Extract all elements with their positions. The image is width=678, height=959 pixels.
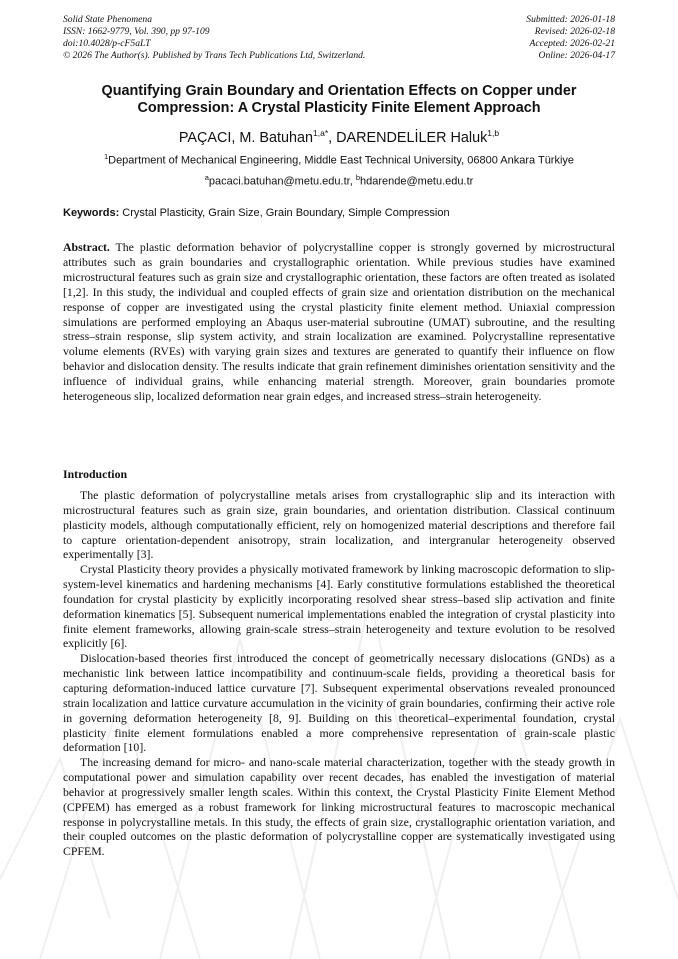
paragraph: The increasing demand for micro- and nano-scale material characterization, together with the steady growth in computational power and simulation capability over recent decades, has enabled the investigation of material behavior at progressively smaller length scales. Within this context, the Crystal Plasticity Finite Element Method (CPFEM) has emerged as a robust framework for linking microstructural features to macroscopic mechanical response in polycrystalline metals. In this study, the effects of grain size, crystallographic orientation variation, and their coupled outcomes on the plastic deformation of polycrystalline copper are systematically investigated using CPFEM. [63,755,615,859]
author-name: DARENDELİLER Haluk [336,129,488,146]
email-link[interactable]: hdarende@metu.edu.tr [360,175,474,188]
email-marker: a [204,173,209,182]
copyright-notice: © 2026 The Author(s). Published by Trans Tech Publications Ltd, Switzerland. [63,50,366,61]
email-marker: b [355,173,360,182]
keywords-text: Crystal Plasticity, Grain Size, Grain Boundary, Simple Compression [119,207,450,219]
date-online: Online: 2026-04-17 [538,50,615,61]
title-line-2: Compression: A Crystal Plasticity Finite Element Approach [137,100,541,116]
paragraph: Crystal Plasticity theory provides a physically motivated framework by linking macroscopic deformation to slip-system-level kinematics and hardening mechanisms [4]. Early constitutive formulations established the theoretical foundation for crystal plasticity by explicitly incorporating resolved shear stress–based slip activation and finite deformation kinematics [5]. Subsequent numerical implementations enabled the integration of crystal plasticity into finite element frameworks, allowing grain-scale stress–strain heterogeneity and texture evolution to be resolved explicitly [6]. [63,562,615,651]
publication-dates [526,14,615,62]
journal-name: Solid State Phenomena [63,14,152,25]
journal-issn: ISSN: 1662-9779, Vol. 390, pp 97-109 [63,26,210,37]
keywords-label: Keywords: [63,207,120,219]
introduction-heading: Introduction [63,467,128,481]
abstract [63,240,615,404]
paragraph: Dislocation-based theories first introduced the concept of geometrically necessary dislocations (GNDs) as a mechanistic link between lattice incompatibility and continuum-scale fields, providing a theoretical basis for capturing deformation-induced lattice curvature [7]. Subsequent experimental observations revealed pronounced strain localization and lattice curvature accumulation in the vicinity of grain boundaries, confirming their active role in governing deformation heterogeneity [8, 9]. Building on this theoretical–experimental foundation, crystal plasticity finite element formulations enabled a more comprehensive representation of grain-scale plastic deformation [10]. [63,651,615,755]
author-affiliation-marker: 1,a* [313,128,329,138]
affiliation-marker: 1 [103,152,109,161]
abstract-label: Abstract. [63,240,110,254]
keywords [63,206,615,220]
date-accepted: Accepted: 2026-02-21 [529,38,615,49]
introduction-body [63,488,615,859]
email-link[interactable]: pacaci.batuhan@metu.edu.tr [208,175,350,188]
date-submitted: Submitted: 2026-01-18 [526,14,615,25]
title-line-1: Quantifying Grain Boundary and Orientation Effects on Copper under [101,83,577,99]
affiliation [50,150,628,168]
author-name: PAÇACI, M. Batuhan [178,129,313,146]
paper-title [63,83,615,117]
journal-doi: doi:10.4028/p-cF5aLT [63,38,151,49]
paragraph: The plastic deformation of polycrystalline metals arises from crystallographic slip and its interaction with microstructural features such as grain size, grain boundaries, and orientation distribution. Classical continuum plasticity models, although computationally efficient, rely on homogenized material descriptions and therefore fail to capture orientation-dependent anisotropy, strain localization, and intergranular heterogeneity observed experimentally [3]. [63,488,615,562]
abstract-text: The plastic deformation behavior of polycrystalline copper is strongly governed by microstructural attributes such as grain boundaries and crystallographic orientation. While previous studies have examined microstructural features such as grain size and crystallographic orientation, these factors are often treated as isolated [1,2]. In this study, the individual and coupled effects of grain size and orientation distribution on the mechanical response of copper are investigated using the crystal plasticity finite element method. Uniaxial compression simulations are performed employing an Abaqus user-material subroutine (UMAT) subroutine, and the resulting stress–strain response, slip system activity, and strain localization are examined. Polycrystalline representative volume elements (RVEs) with varying grain sizes and textures are generated to quantify their influence on flow behavior and dislocation density. The results indicate that grain refinement diminishes orientation sensitivity and the influence of individual grains, while enhancing material strength. Moreover, grain boundaries promote heterogeneous slip, localized deformation near grain edges, and increased stress–strain heterogeneity. [63,240,615,404]
journal-info [63,14,365,62]
author-list [63,124,615,147]
email-separator: , [349,175,356,188]
author-affiliation-marker: 1,b [487,128,500,138]
author-emails [63,171,615,189]
date-revised: Revised: 2026-02-18 [534,26,615,37]
author-separator: , [328,129,337,146]
affiliation-text: Department of Mechanical Engineering, Middle East Technical University, 06800 Ankara Türkiye [108,154,575,167]
